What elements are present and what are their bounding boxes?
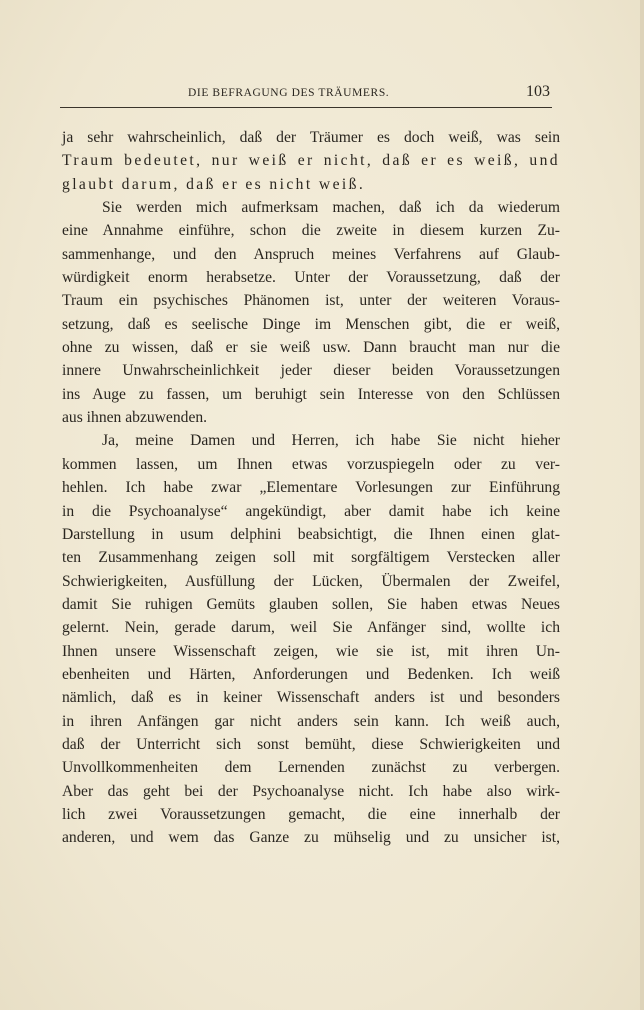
body-text	[62, 126, 560, 850]
text-line: in ihren Anfängen gar nicht anders sein kann. Ich weiß auch,	[62, 712, 560, 730]
text-line: ohne zu wissen, daß er sie weiß usw. Dann braucht man nur die	[62, 339, 560, 357]
text-line: eine Annahme einführe, schon die zweite in diesem kurzen Zu-	[62, 222, 560, 240]
text-line: Unvollkommenheiten dem Lernenden zunächst zu verbergen.	[62, 759, 560, 777]
text-line: lich zwei Voraussetzungen gemacht, die eine innerhalb der	[62, 805, 560, 823]
text-line: Darstellung in usum delphini beabsichtigt, die Ihnen einen glat-	[62, 525, 560, 543]
text-line: in die Psychoanalyse“ angekündigt, aber damit habe ich keine	[62, 502, 560, 520]
text-line: Sie werden mich aufmerksam machen, daß ich da wiederum	[102, 199, 560, 217]
text-line: kommen lassen, um Ihnen etwas vorzuspiegeln oder zu ver-	[62, 455, 560, 473]
running-title: DIE BEFRAGUNG DES TRÄUMERS.	[188, 87, 390, 99]
text-line: nämlich, daß es in keiner Wissenschaft anders ist und besonders	[62, 689, 560, 707]
text-line: damit Sie ruhigen Gemüts glauben sollen, Sie haben etwas Neues	[62, 595, 560, 613]
text-line: ten Zusammenhang zeigen soll mit sorgfältigem Verstecken aller	[62, 549, 560, 567]
text-line: gelernt. Nein, gerade darum, weil Sie Anfänger sind, wollte ich	[62, 619, 560, 637]
text-line: glaubt darum, daß er es nicht weiß.	[62, 175, 366, 193]
page-edge	[640, 0, 644, 1010]
text-line: hehlen. Ich habe zwar „Elementare Vorlesungen zur Einführung	[62, 479, 560, 497]
running-header	[62, 83, 550, 108]
text-line: Traum ein psychisches Phänomen ist, unter der weiteren Voraus-	[62, 292, 560, 310]
text-line: ebenheiten und Härten, Anforderungen und Bedenken. Ich weiß	[62, 665, 560, 683]
text-line: Traum bedeutet, nur weiß er nicht, daß er es weiß, und	[62, 152, 560, 170]
text-line: Schwierigkeiten, Ausfüllung der Lücken, Übermalen der Zweifel,	[62, 572, 560, 590]
text-line: Ja, meine Damen und Herren, ich habe Sie nicht hieher	[102, 432, 560, 450]
text-line: innere Unwahrscheinlichkeit jeder dieser beiden Voraussetzungen	[62, 362, 560, 380]
text-line: setzung, daß es seelische Dinge im Menschen gibt, die er weiß,	[62, 315, 560, 333]
page-number: 103	[526, 83, 550, 100]
text-line: ins Auge zu fassen, um beruhigt sein Interesse von den Schlüssen	[62, 385, 560, 403]
text-line: würdigkeit enorm herabsetze. Unter der Voraussetzung, daß der	[62, 269, 560, 287]
text-line: daß der Unterricht sich sonst bemüht, diese Schwierigkeiten und	[62, 735, 560, 753]
text-line: aus ihnen abzuwenden.	[62, 409, 208, 427]
text-line: sammenhange, und den Anspruch meines Verfahrens auf Glaub-	[62, 245, 560, 263]
text-line: Aber das geht bei der Psychoanalyse nicht. Ich habe also wirk-	[62, 782, 560, 800]
text-line: ja sehr wahrscheinlich, daß der Träumer es doch weiß, was sein	[62, 129, 560, 146]
header-rule	[60, 107, 552, 108]
text-line: anderen, und wem das Ganze zu mühselig und zu unsicher ist,	[62, 829, 560, 847]
text-line: Ihnen unsere Wissenschaft zeigen, wie sie ist, mit ihren Un-	[62, 642, 560, 660]
